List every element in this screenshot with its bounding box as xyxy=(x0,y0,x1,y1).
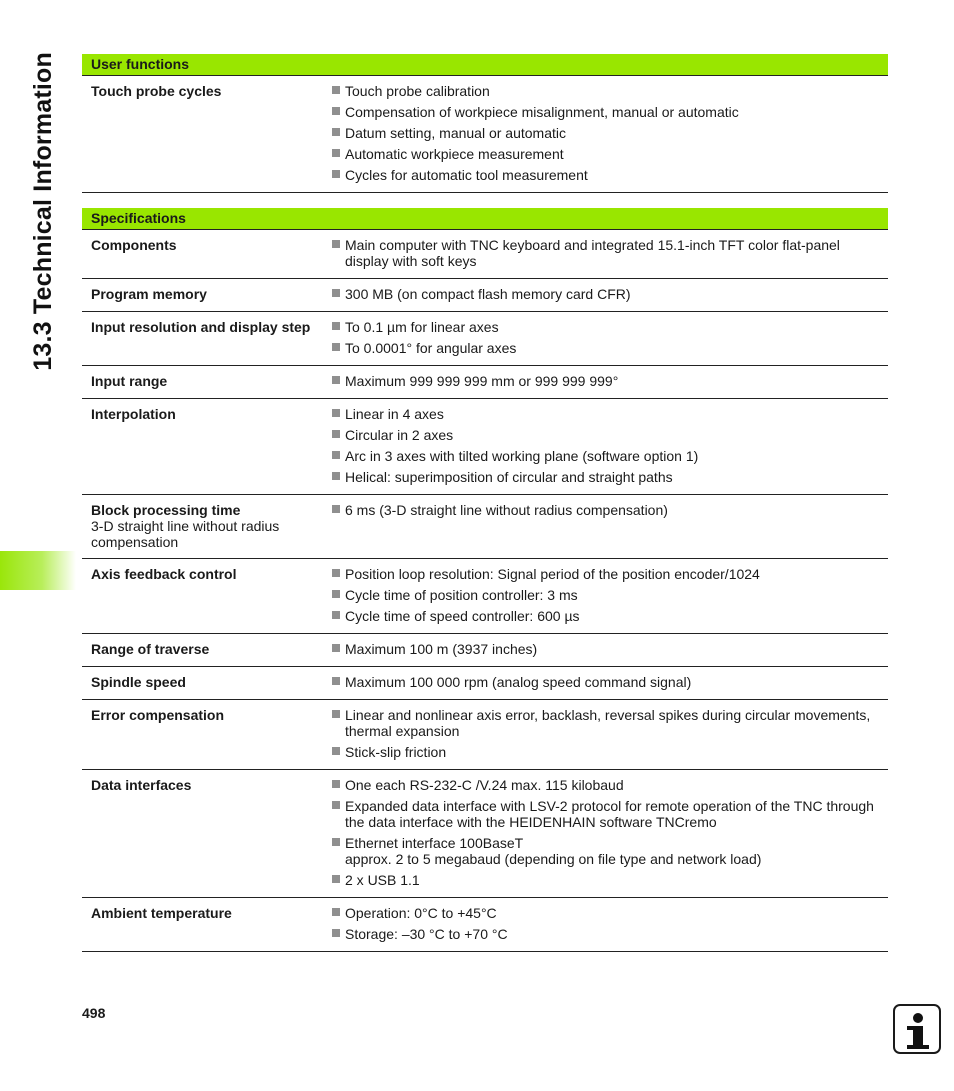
bullet-item xyxy=(332,641,880,657)
row-label: Block processing time xyxy=(91,502,241,518)
row-label-cell xyxy=(82,559,319,634)
bullet-item xyxy=(332,340,880,356)
bullet-item xyxy=(332,744,880,760)
bullet-text: 2 x USB 1.1 xyxy=(345,872,420,888)
row-label: Error compensation xyxy=(91,707,225,723)
row-label-cell xyxy=(82,279,319,312)
bullet-text: Compensation of workpiece misalignment, manual or automatic xyxy=(345,104,739,120)
bullet-text: thermal expansion xyxy=(345,723,460,739)
row-label-cell xyxy=(82,495,319,559)
bullet-item xyxy=(332,587,880,603)
row-label-cell xyxy=(82,898,319,952)
bullet-text: Ethernet interface 100BaseT xyxy=(345,835,524,851)
bullet-item xyxy=(332,707,880,739)
row-label-cell xyxy=(82,76,319,193)
bullet-text: Cycles for automatic tool measurement xyxy=(345,167,588,183)
bullet-text: To 0.0001° for angular axes xyxy=(345,340,517,356)
row-items-cell xyxy=(319,634,888,667)
bullet-text: Datum setting, manual or automatic xyxy=(345,125,566,141)
row-items-cell xyxy=(319,230,888,279)
bullet-item xyxy=(332,777,880,793)
table-row xyxy=(82,667,888,700)
bullet-item xyxy=(332,83,880,99)
row-items-cell xyxy=(319,76,888,193)
specifications-header: Specifications xyxy=(82,208,888,230)
table-row xyxy=(82,76,888,193)
row-label-cell xyxy=(82,399,319,495)
table-row xyxy=(82,230,888,279)
row-sublabel: 3-D straight line without radius compensation xyxy=(91,518,280,550)
row-items-cell xyxy=(319,898,888,952)
section-side-title xyxy=(21,52,65,372)
row-items-cell xyxy=(319,366,888,399)
table-row xyxy=(82,898,888,952)
row-label-cell xyxy=(82,230,319,279)
row-label: Input resolution and display step xyxy=(91,319,311,335)
row-label: Axis feedback control xyxy=(91,566,237,582)
bullet-text: Maximum 999 999 999 mm or 999 999 999° xyxy=(345,373,619,389)
row-items-cell xyxy=(319,495,888,559)
bullet-text: Linear and nonlinear axis error, backlash, reversal spikes during circular movements, xyxy=(345,707,871,723)
row-label: Ambient temperature xyxy=(91,905,232,921)
table-header-row xyxy=(82,54,888,76)
bullet-text: Cycle time of speed controller: 600 µs xyxy=(345,608,580,624)
info-icon xyxy=(893,1004,941,1054)
user-functions-header: User functions xyxy=(82,54,888,76)
bullet-item xyxy=(332,905,880,921)
bullet-text: Maximum 100 000 rpm (analog speed command signal) xyxy=(345,674,692,690)
bullet-item xyxy=(332,608,880,624)
row-label-cell xyxy=(82,770,319,898)
table-row xyxy=(82,495,888,559)
row-label-cell xyxy=(82,634,319,667)
bullet-item xyxy=(332,566,880,582)
bullet-item xyxy=(332,798,880,830)
table-row xyxy=(82,634,888,667)
bullet-text: display with soft keys xyxy=(345,253,477,269)
bullet-text: Maximum 100 m (3937 inches) xyxy=(345,641,538,657)
row-items-cell xyxy=(319,399,888,495)
bullet-item xyxy=(332,872,880,888)
row-label: Input range xyxy=(91,373,168,389)
section-title-text: 13.3 Technical Information xyxy=(28,52,57,371)
bullet-text: the data interface with the HEIDENHAIN software TNCremo xyxy=(345,814,717,830)
bullet-text: Stick-slip friction xyxy=(345,744,447,760)
bullet-item xyxy=(332,167,880,183)
bullet-item xyxy=(332,469,880,485)
bullet-item xyxy=(332,674,880,690)
bullet-item xyxy=(332,373,880,389)
table-row xyxy=(82,700,888,770)
row-label: Interpolation xyxy=(91,406,176,422)
bullet-item xyxy=(332,146,880,162)
row-items-cell xyxy=(319,559,888,634)
row-label: Components xyxy=(91,237,177,253)
chapter-tab-marker xyxy=(0,551,76,590)
bullet-item xyxy=(332,926,880,942)
table-row xyxy=(82,312,888,366)
bullet-text: 6 ms (3-D straight line without radius compensation) xyxy=(345,502,668,518)
bullet-text: Circular in 2 axes xyxy=(345,427,454,443)
bullet-item xyxy=(332,406,880,422)
table-row xyxy=(82,559,888,634)
bullet-text: One each RS-232-C /V.24 max. 115 kilobaud xyxy=(345,777,624,793)
page-number: 498 xyxy=(82,1005,106,1021)
table-header-row xyxy=(82,208,888,230)
bullet-text: Helical: superimposition of circular and straight paths xyxy=(345,469,673,485)
bullet-text: Main computer with TNC keyboard and integrated 15.1-inch TFT color flat-panel xyxy=(345,237,840,253)
bullet-item xyxy=(332,427,880,443)
bullet-text: To 0.1 µm for linear axes xyxy=(345,319,499,335)
table-row xyxy=(82,279,888,312)
bullet-text: Automatic workpiece measurement xyxy=(345,146,564,162)
table-row xyxy=(82,366,888,399)
row-label-cell xyxy=(82,312,319,366)
bullet-text: Storage: –30 °C to +70 °C xyxy=(345,926,508,942)
row-items-cell xyxy=(319,312,888,366)
bullet-text: Expanded data interface with LSV-2 protocol for remote operation of the TNC through xyxy=(345,798,874,814)
bullet-text: 300 MB (on compact flash memory card CFR) xyxy=(345,286,631,302)
row-label: Data interfaces xyxy=(91,777,192,793)
bullet-text: Cycle time of position controller: 3 ms xyxy=(345,587,578,603)
row-label: Range of traverse xyxy=(91,641,210,657)
bullet-item xyxy=(332,286,880,302)
row-label: Program memory xyxy=(91,286,207,302)
row-label: Touch probe cycles xyxy=(91,83,222,99)
row-items-cell xyxy=(319,279,888,312)
row-label-cell xyxy=(82,366,319,399)
bullet-item xyxy=(332,125,880,141)
row-items-cell xyxy=(319,667,888,700)
bullet-item xyxy=(332,237,880,269)
specifications-table xyxy=(82,208,888,952)
row-items-cell xyxy=(319,770,888,898)
bullet-item xyxy=(332,448,880,464)
table-row xyxy=(82,399,888,495)
row-label: Spindle speed xyxy=(91,674,186,690)
bullet-item xyxy=(332,835,880,867)
bullet-text: Arc in 3 axes with tilted working plane (software option 1) xyxy=(345,448,699,464)
bullet-item xyxy=(332,104,880,120)
row-label-cell xyxy=(82,667,319,700)
row-items-cell xyxy=(319,700,888,770)
bullet-item xyxy=(332,502,880,518)
table-row xyxy=(82,770,888,898)
user-functions-table xyxy=(82,54,888,193)
bullet-text: Linear in 4 axes xyxy=(345,406,444,422)
bullet-item xyxy=(332,319,880,335)
bullet-text: approx. 2 to 5 megabaud (depending on file type and network load) xyxy=(345,851,762,867)
row-label-cell xyxy=(82,700,319,770)
bullet-text: Operation: 0°C to +45°C xyxy=(345,905,497,921)
bullet-text: Position loop resolution: Signal period of the position encoder/1024 xyxy=(345,566,760,582)
bullet-text: Touch probe calibration xyxy=(345,83,490,99)
